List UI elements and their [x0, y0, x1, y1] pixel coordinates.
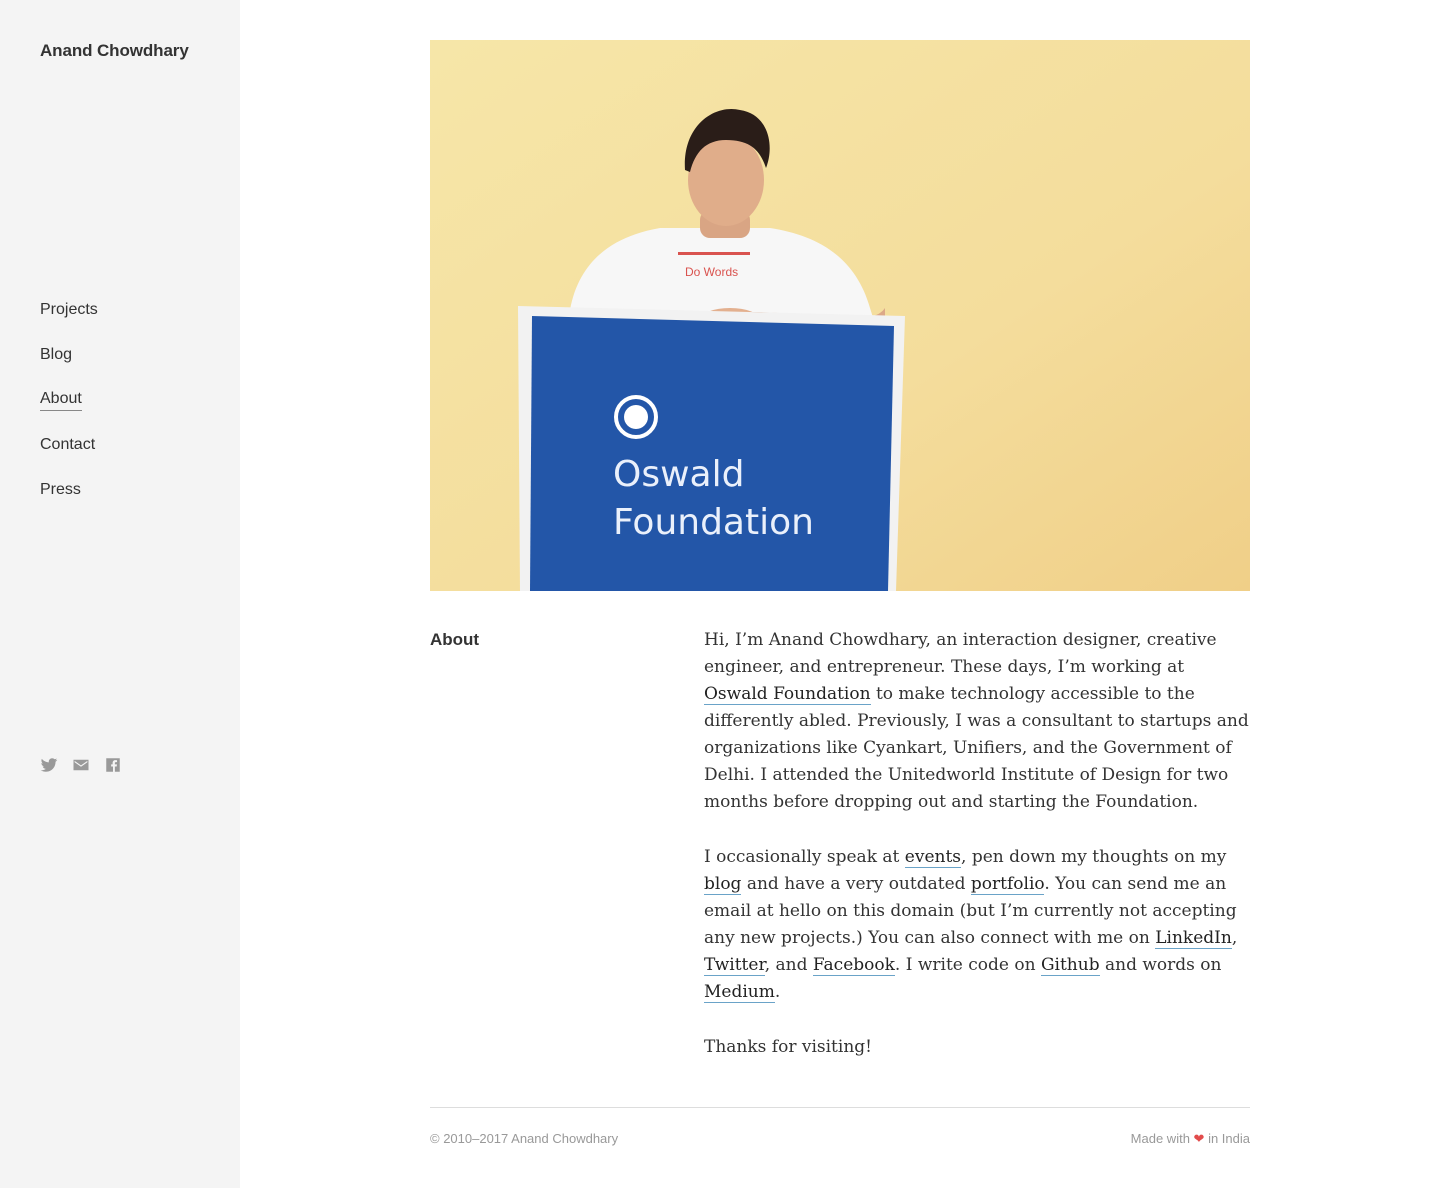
about-paragraph-3: Thanks for visiting! — [704, 1037, 872, 1057]
medium-link[interactable]: Medium — [704, 982, 775, 1002]
nav-item-press — [40, 478, 98, 523]
about-paragraph-2 — [704, 844, 1250, 1006]
about-paragraph-1 — [704, 627, 1250, 816]
footer-divider — [430, 1107, 1250, 1108]
site-title-link[interactable]: Anand Chowdhary — [40, 41, 189, 60]
portfolio-link[interactable]: portfolio — [970, 874, 1045, 894]
events-link[interactable]: events — [904, 847, 962, 867]
nav-item-projects — [40, 298, 98, 343]
main-content — [430, 40, 1250, 591]
section-heading-about: About — [430, 630, 480, 649]
sidebar — [0, 0, 240, 1188]
nav-link-blog[interactable]: Blog — [40, 346, 73, 363]
email-icon[interactable] — [72, 756, 90, 774]
heart-icon: ❤ — [1193, 1131, 1205, 1146]
text-fragment: I occasionally speak at — [704, 847, 905, 867]
sign-logo-inner — [624, 405, 648, 429]
hero-photo — [430, 40, 1250, 591]
github-link[interactable]: Github — [1040, 955, 1100, 975]
twitter-link[interactable]: Twitter — [704, 955, 765, 975]
social-links — [40, 756, 122, 774]
facebook-link[interactable]: Facebook — [812, 955, 895, 975]
nav-link-projects[interactable]: Projects — [40, 301, 98, 318]
text-fragment: Hi, I’m Anand Chowdhary, an interaction designer, creative engineer, and entrepreneur. These days, I’m working at — [704, 630, 1217, 677]
text-fragment: , and — [764, 955, 813, 975]
main-nav — [40, 298, 98, 523]
about-content — [704, 627, 1250, 1089]
nav-link-press[interactable]: Press — [40, 481, 81, 498]
sign-text-line2: Foundation — [613, 502, 814, 543]
twitter-icon[interactable] — [40, 756, 58, 774]
in-india-text: in India — [1204, 1131, 1250, 1146]
blog-link[interactable]: blog — [704, 874, 742, 894]
sign-text-line1: Oswald — [613, 454, 745, 495]
text-fragment: . You can send me an email at hello on this domain (but I’m currently not accepting any new projects.) You can also connect with me on — [704, 874, 1237, 948]
nav-item-about — [40, 388, 98, 433]
nav-link-contact[interactable]: Contact — [40, 436, 96, 453]
shirt-print-line — [678, 252, 750, 255]
made-with-text: Made with — [1130, 1131, 1194, 1146]
text-fragment: . I write code on — [894, 955, 1041, 975]
oswald-foundation-link[interactable]: Oswald Foundation — [704, 684, 871, 704]
nav-link-about[interactable]: About — [40, 388, 82, 411]
text-fragment: to make technology accessible to the differently abled. Previously, I was a consultant to startups and organizations like Cyankart, Unifiers, and the Government of Delhi. I attended the Unitedworld Institute of Design for two months before dropping out and starting the Foundation. — [704, 684, 1249, 812]
nav-item-blog — [40, 343, 98, 388]
text-fragment: and have a very outdated — [741, 874, 971, 894]
shirt-print-text: Do Words — [685, 265, 739, 279]
facebook-icon[interactable] — [104, 756, 122, 774]
footer-made-with — [1131, 1131, 1250, 1147]
nav-item-contact — [40, 433, 98, 478]
text-fragment: . — [774, 982, 781, 1002]
text-fragment: , — [1231, 928, 1238, 948]
footer-copyright: © 2010–2017 Anand Chowdhary — [430, 1131, 619, 1146]
linkedin-link[interactable]: LinkedIn — [1155, 928, 1232, 948]
text-fragment: and words on — [1099, 955, 1222, 975]
text-fragment: , pen down my thoughts on my — [961, 847, 1227, 867]
